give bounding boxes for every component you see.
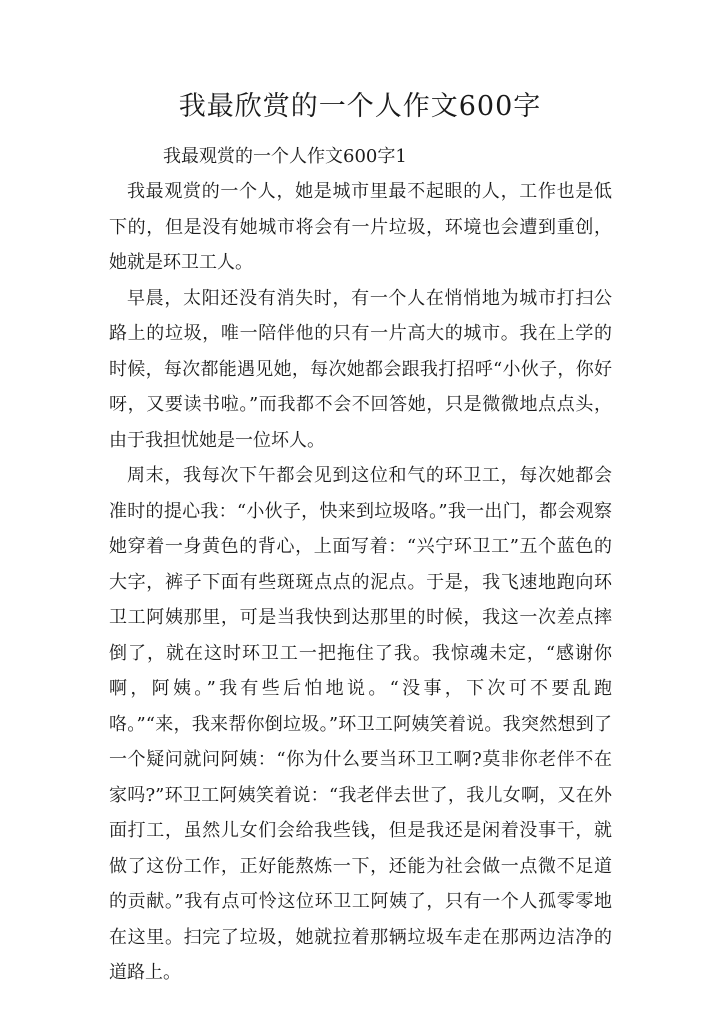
paragraph: 我最观赏的一个人，她是城市里最不起眼的人，工作也是低下的，但是没有她城市将会有一片垃圾，环境也会遭到重创，她就是环卫工人。 <box>109 181 612 273</box>
document-subtitle: 我最观赏的一个人作文600字1 <box>163 146 407 167</box>
document-body <box>109 174 612 991</box>
paragraph: 早晨，太阳还没有消失时，有一个人在悄悄地为城市打扫公路上的垃圾，唯一陪伴他的只有一片高大的城市。我在上学的时候，每次都能遇见她，每次她都会跟我打招呼“小伙子，你好呀，又要读书啦。”而我都不会不回答她，只是微微地点点头，由于我担忧她是一位坏人。 <box>109 287 612 451</box>
paragraph: 周末，我每次下午都会见到这位和气的环卫工，每次她都会准时的提心我：“小伙子，快来到垃圾咯。”我一出门，都会观察她穿着一身黄色的背心，上面写着：“兴宁环卫工”五个蓝色的大字，裤子下面有些斑斑点点的泥点。于是，我飞速地跑向环卫工阿姨那里，可是当我快到达那里的时候，我这一次差点摔倒了，就在这时环卫工一把拖住了我。我惊魂未定，“感谢你啊，阿姨。”我有些后怕地说。“没事，下次可不要乱跑咯。”“来，我来帮你倒垃圾。”环卫工阿姨笑着说。我突然想到了一个疑问就问阿姨：“你为什么要当环卫工啊?莫非你老伴不在家吗?”环卫工阿姨笑着说：“我老伴去世了，我儿女啊，又在外面打工，虽然儿女们会给我些钱，但是我还是闲着没事干，就做了这份工作，正好能熬炼一下，还能为社会做一点微不足道的贡献。”我有点可怜这位环卫工阿姨了，只有一个人孤零零地在这里。扫完了垃圾，她就拉着那辆垃圾车走在那两边洁净的道路上。 <box>109 465 612 983</box>
document-title: 我最欣赏的一个人作文600字 <box>178 91 542 122</box>
